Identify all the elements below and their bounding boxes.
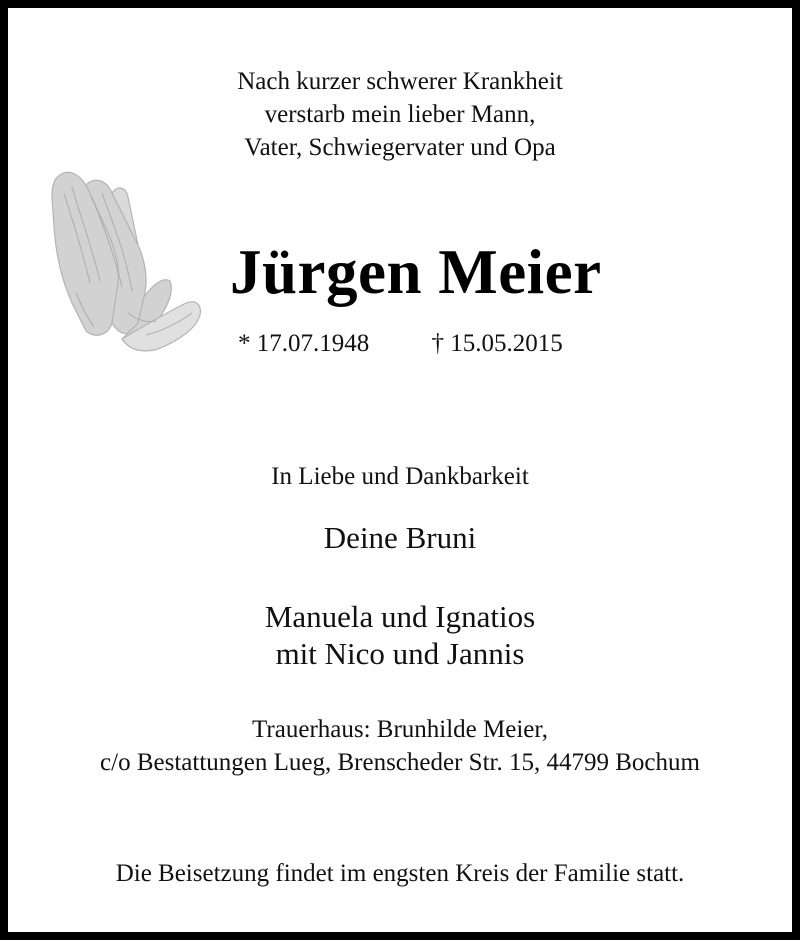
intro-line-3: Vater, Schwiegervater und Opa <box>244 134 556 161</box>
family-line-1: Manuela und Ignatios <box>264 599 536 634</box>
deceased-name: Jürgen Meier <box>230 237 602 307</box>
birth-date: * 17.07.1948 <box>238 330 370 357</box>
death-date: † 15.05.2015 <box>431 330 563 357</box>
life-dates <box>238 330 563 359</box>
spouse-signature: Deine Bruni <box>323 520 477 555</box>
intro-text <box>8 65 792 164</box>
house-line-2: c/o Bestattungen Lueg, Brenscheder Str. 15, 44799 Bochum <box>100 749 700 776</box>
house-line-1: Trauerhaus: Brunhilde Meier, <box>252 716 548 743</box>
intro-line-1: Nach kurzer schwerer Krankheit <box>237 68 563 95</box>
family-line-2: mit Nico und Jannis <box>275 636 525 671</box>
thanks-line: In Liebe und Dankbarkeit <box>271 463 529 490</box>
funeral-note: Die Beisetzung findet im engsten Kreis der Familie statt. <box>115 860 685 887</box>
mourning-house-address <box>8 713 792 779</box>
family-signature <box>8 598 792 672</box>
praying-hands-icon <box>46 163 204 353</box>
intro-line-2: verstarb mein lieber Mann, <box>264 101 536 128</box>
